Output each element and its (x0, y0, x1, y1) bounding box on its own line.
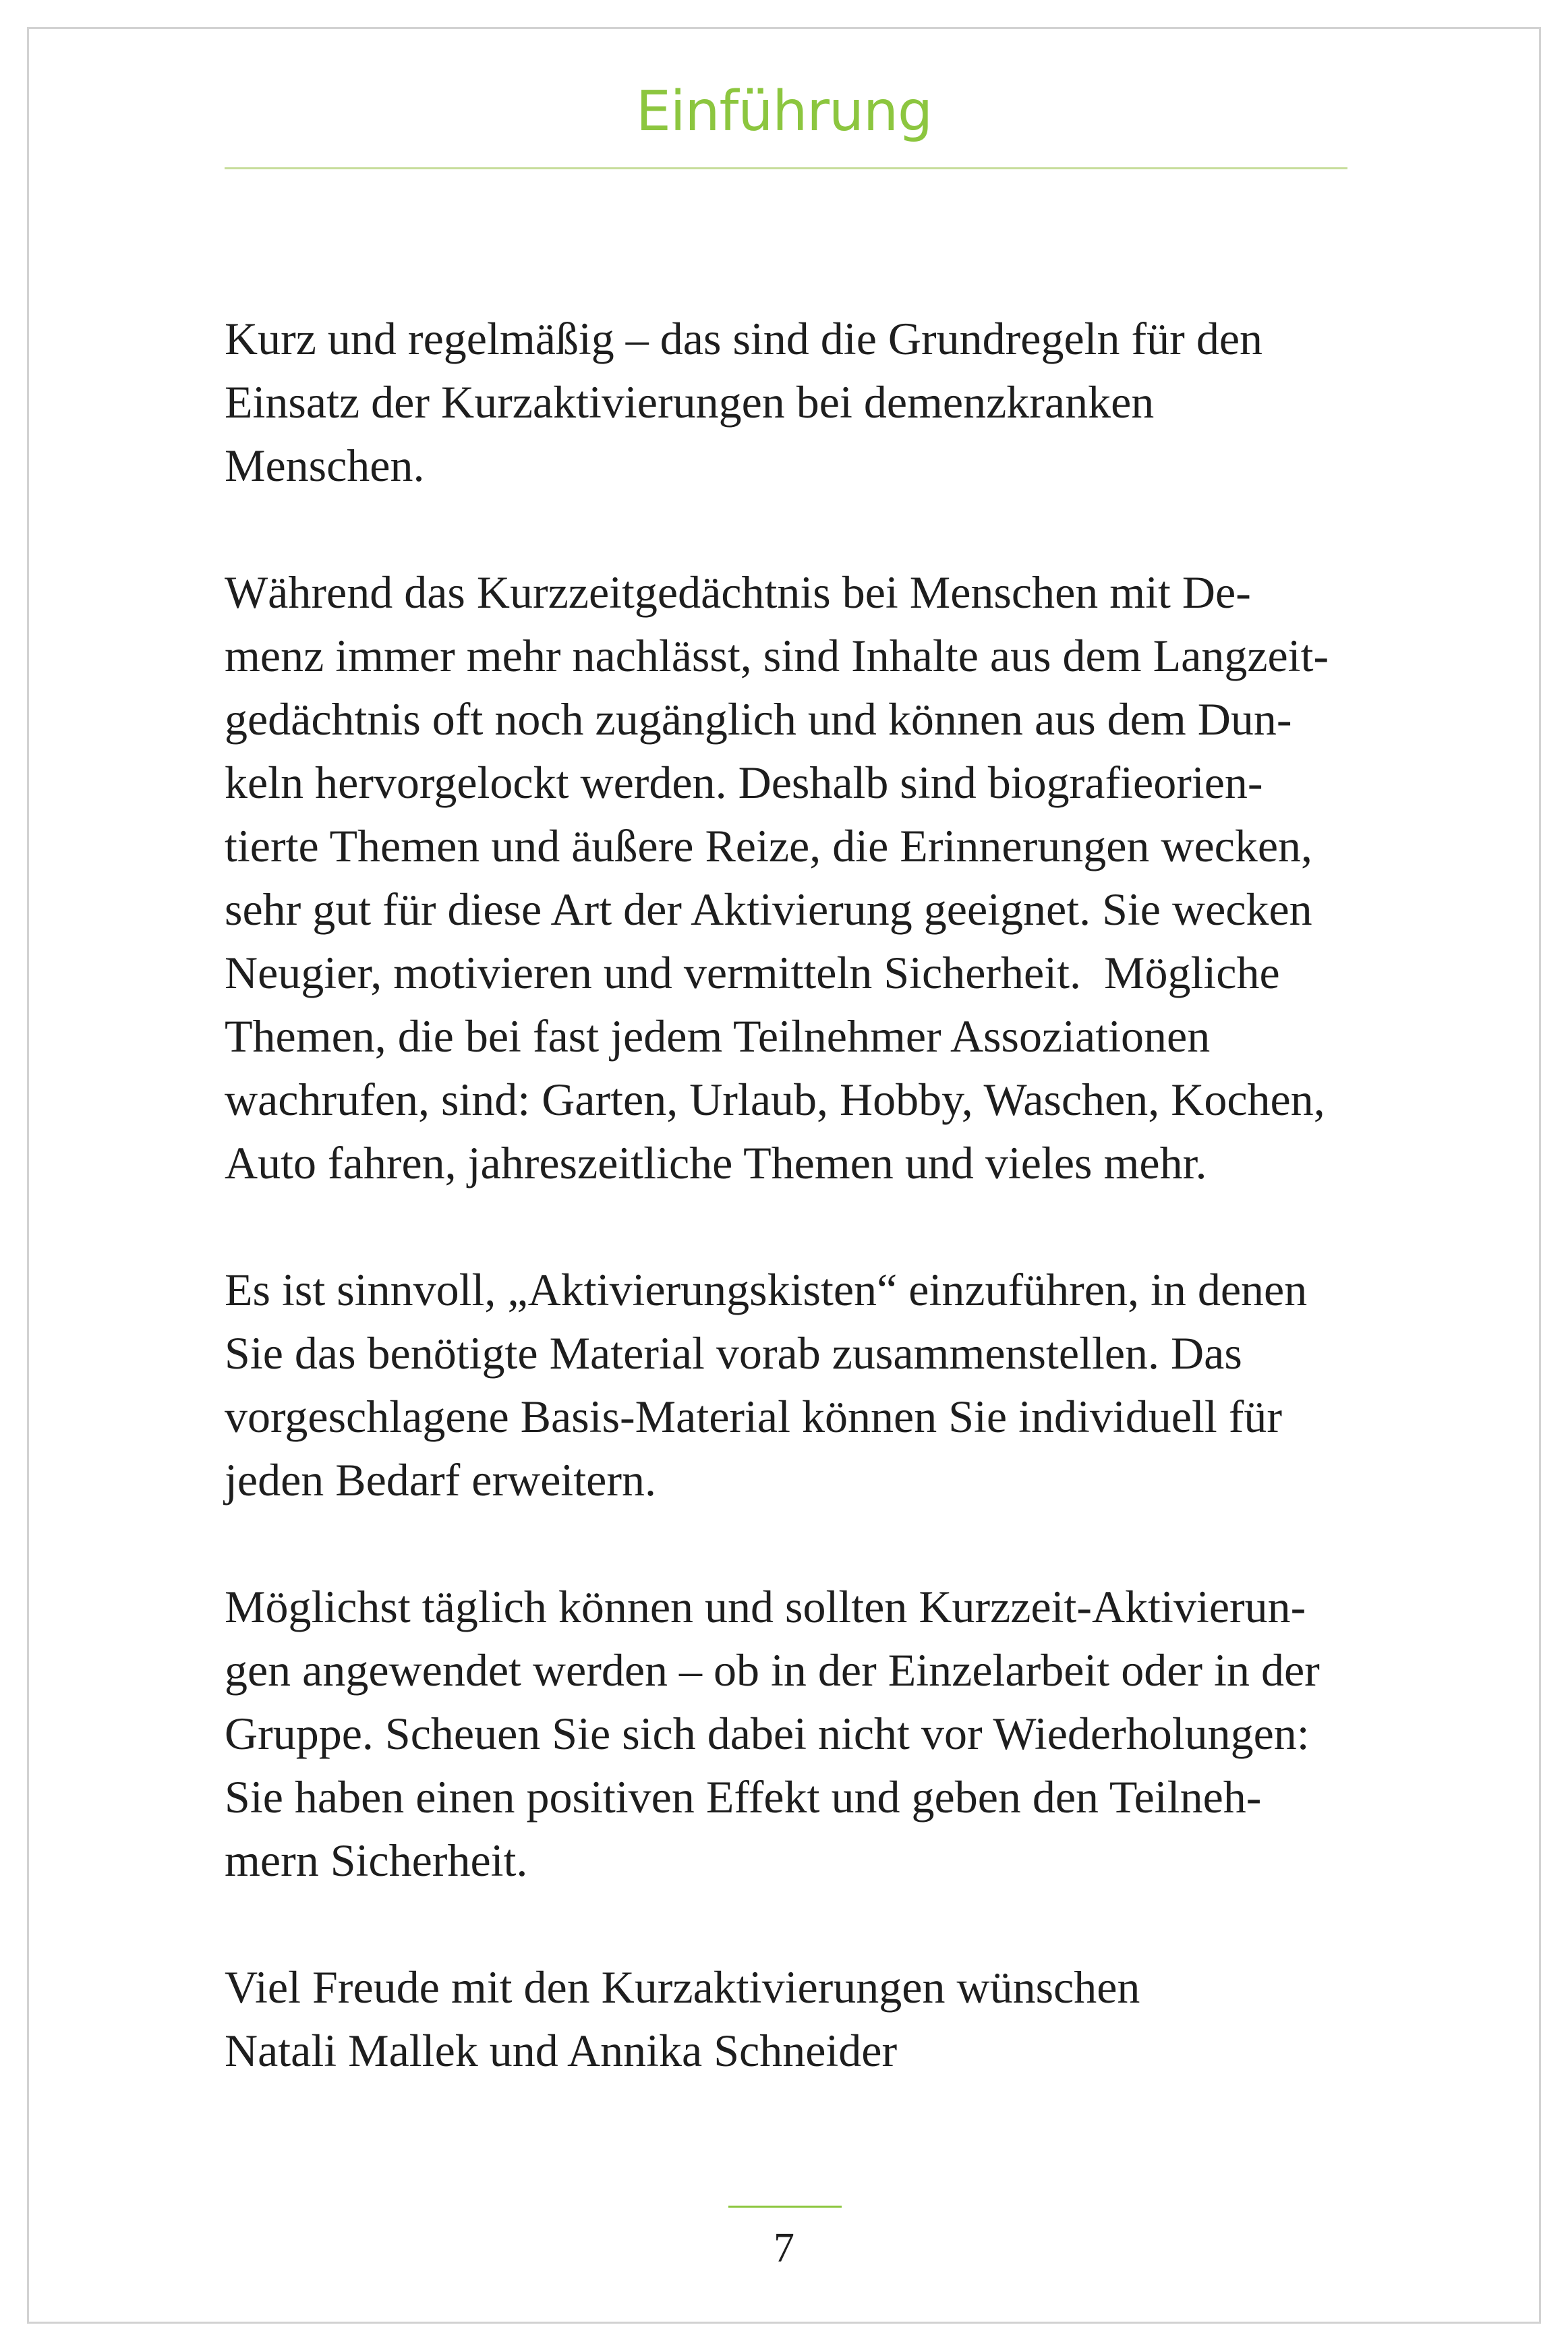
paragraph-memory (225, 561, 1371, 1195)
text-line: wachrufen, sind: Garten, Urlaub, Hobby, Waschen, Kochen, (225, 1074, 1325, 1125)
text-line: Sie haben einen positiven Effekt und geben den Teilneh- (225, 1771, 1262, 1823)
text-line: Themen, die bei fast jedem Teilnehmer Assoziationen (225, 1010, 1211, 1062)
paragraph-spacer (225, 1195, 1371, 1258)
text-line: mern Sicherheit. (225, 1835, 528, 1886)
text-line: Auto fahren, jahreszeitliche Themen und vieles mehr. (225, 1137, 1207, 1188)
paragraph-spacer (225, 1512, 1371, 1575)
text-line: Sie das benötigte Material vorab zusammenstellen. Das (225, 1327, 1242, 1379)
page-number: 7 (774, 2225, 794, 2271)
text-line: Viel Freude mit den Kurzaktivierungen wünschen (225, 1961, 1140, 2013)
text-line: Neugier, motivieren und vermitteln Sicherheit. Mögliche (225, 947, 1280, 998)
text-line: Es ist sinnvoll, „Aktivierungskisten“ einzuführen, in denen (225, 1264, 1308, 1315)
text-line: Gruppe. Scheuen Sie sich dabei nicht vor Wiederholungen: (225, 1708, 1310, 1759)
text-line: Menschen. (225, 440, 425, 491)
text-line: keln hervorgelockt werden. Deshalb sind biografieorien- (225, 757, 1263, 808)
text-line: gen angewendet werden – ob in der Einzelarbeit oder in der (225, 1644, 1320, 1696)
chapter-title: Einführung (635, 80, 933, 144)
text-line: Möglichst täglich können und sollten Kurzzeit-Aktivierun- (225, 1581, 1306, 1632)
text-line: gedächtnis oft noch zugänglich und können aus dem Dun- (225, 693, 1292, 745)
text-line: sehr gut für diese Art der Aktivierung geeignet. Sie wecken (225, 884, 1312, 935)
title-divider (225, 167, 1347, 169)
paragraph-closing (225, 1955, 1371, 2082)
text-line: Kurz und regelmäßig – das sind die Grundregeln für den (225, 313, 1262, 364)
paragraph-daily (225, 1575, 1371, 1892)
author-line: Natali Mallek und Annika Schneider (225, 2025, 898, 2076)
paragraph-intro (225, 307, 1371, 497)
text-line: jeden Bedarf erweitern. (225, 1454, 656, 1505)
text-line: tierte Themen und äußere Reize, die Erinnerungen wecken, (225, 820, 1313, 871)
body-text (225, 307, 1371, 2082)
paragraph-spacer (225, 1892, 1371, 1955)
footer-divider (728, 2206, 842, 2208)
paragraph-spacer (225, 497, 1371, 561)
paragraph-boxes (225, 1258, 1371, 1512)
text-line: Einsatz der Kurzaktivierungen bei demenzkranken (225, 376, 1155, 428)
text-line: vorgeschlagene Basis-Material können Sie individuell für (225, 1391, 1283, 1442)
text-line: menz immer mehr nachlässt, sind Inhalte aus dem Langzeit- (225, 630, 1329, 681)
text-line: Während das Kurzzeitgedächtnis bei Menschen mit De- (225, 567, 1251, 618)
